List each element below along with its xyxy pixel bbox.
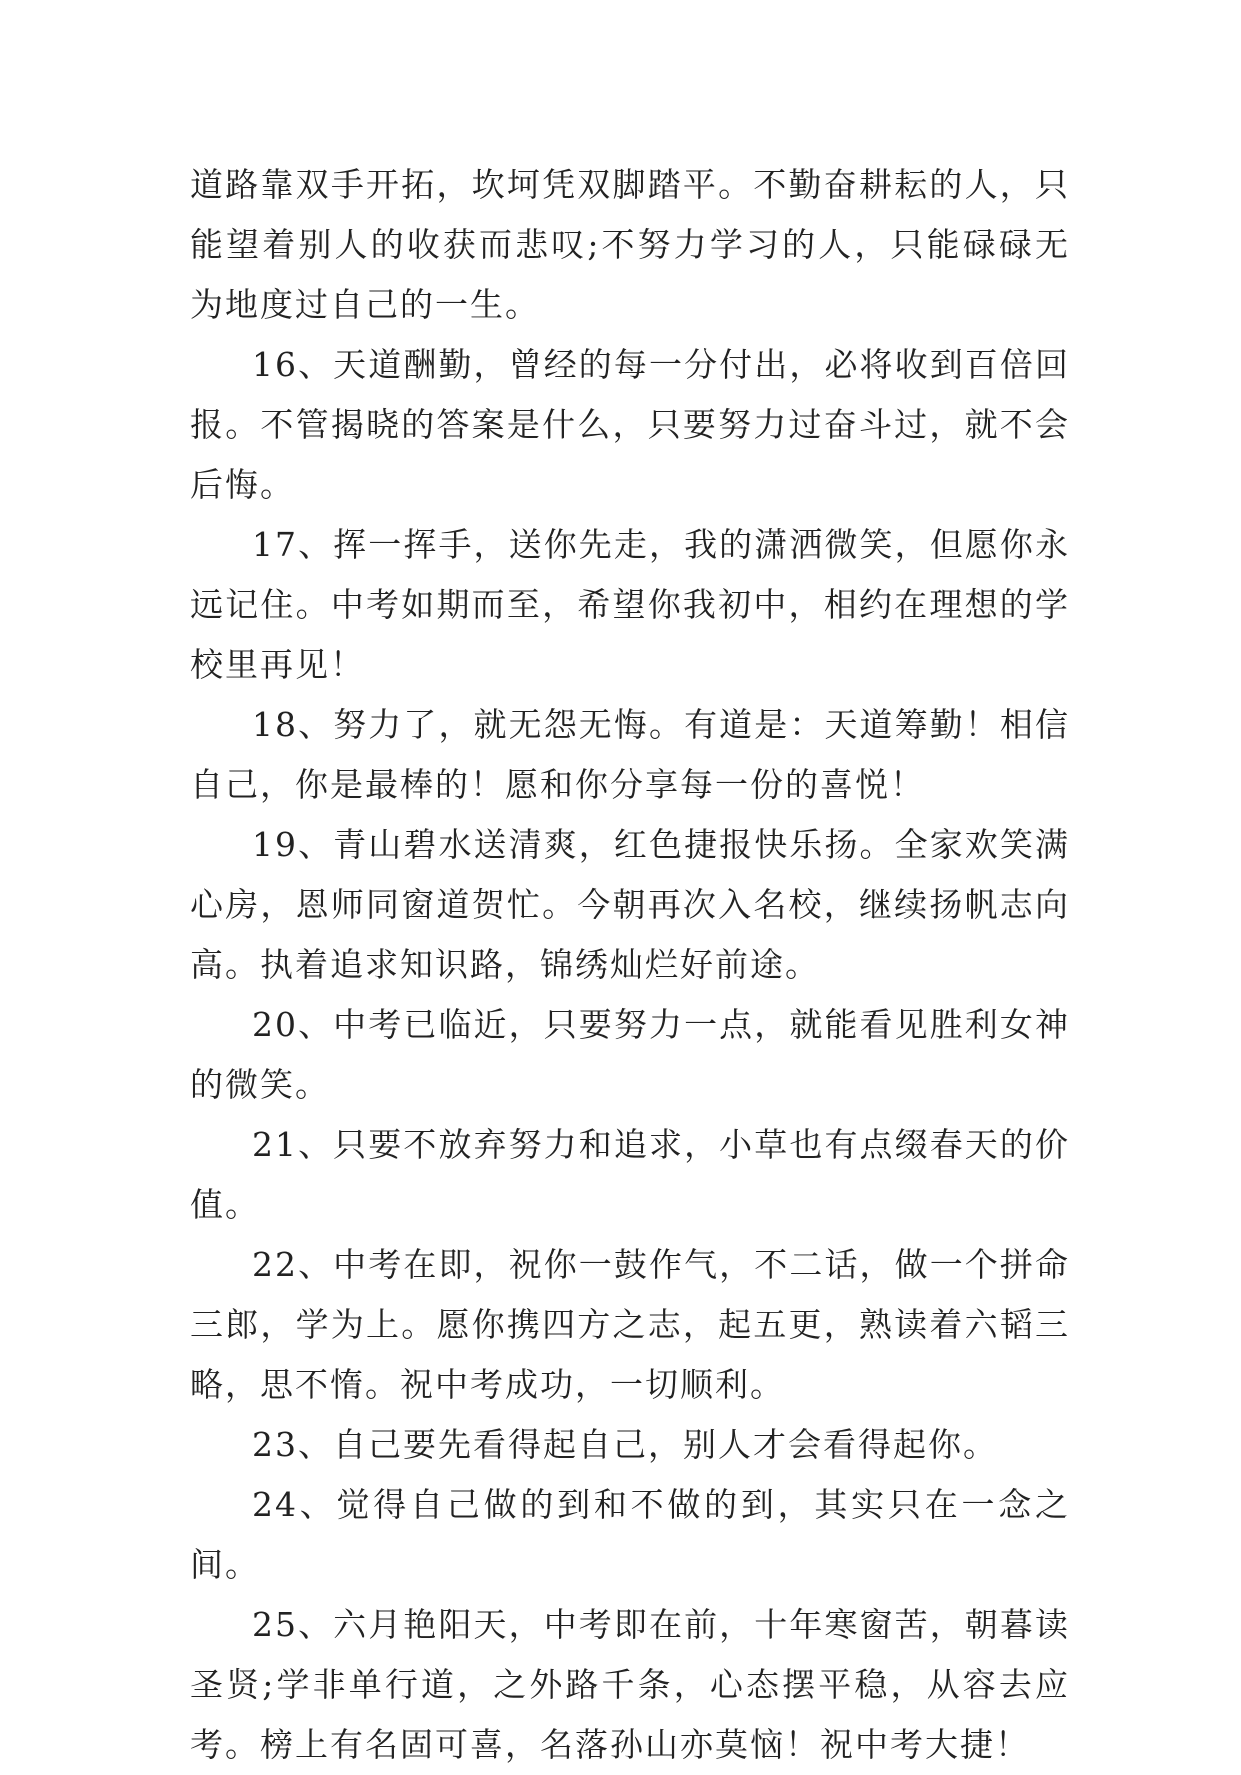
paragraph-22: 22、中考在即，祝你一鼓作气，不二话，做一个拼命三郎，学为上。愿你携四方之志，起五更，熟读着六韬三略，思不惰。祝中考成功，一切顺利。 (190, 1245, 1070, 1404)
paragraph-21: 21、只要不放弃努力和追求，小草也有点缀春天的价值。 (190, 1125, 1070, 1224)
paragraph-17: 17、挥一挥手，送你先走，我的潇洒微笑，但愿你永远记住。中考如期而至，希望你我初中，相约在理想的学校里再见！ (190, 525, 1070, 684)
paragraph-continuation: 道路靠双手开拓，坎坷凭双脚踏平。不勤奋耕耘的人，只能望着别人的收获而悲叹;不努力学习的人，只能碌碌无为地度过自己的一生。 (190, 165, 1070, 324)
paragraph-23: 23、自己要先看得起自己，别人才会看得起你。 (252, 1425, 998, 1464)
paragraph-16: 16、天道酬勤，曾经的每一分付出，必将收到百倍回报。不管揭晓的答案是什么，只要努力过奋斗过，就不会后悔。 (190, 345, 1070, 504)
paragraph-25: 25、六月艳阳天，中考即在前，十年寒窗苦，朝暮读圣贤;学非单行道，之外路千条，心态摆平稳，从容去应考。榜上有名固可喜，名落孙山亦莫恼！祝中考大捷！ (190, 1605, 1070, 1764)
document-body (190, 155, 1070, 1775)
paragraph-24: 24、觉得自己做的到和不做的到，其实只在一念之间。 (190, 1485, 1070, 1584)
paragraph-20: 20、中考已临近，只要努力一点，就能看见胜利女神的微笑。 (190, 1005, 1070, 1104)
paragraph-19: 19、青山碧水送清爽，红色捷报快乐扬。全家欢笑满心房，恩师同窗道贺忙。今朝再次入名校，继续扬帆志向高。执着追求知识路，锦绣灿烂好前途。 (190, 825, 1070, 984)
paragraph-18: 18、努力了，就无怨无悔。有道是：天道筹勤！相信自己，你是最棒的！愿和你分享每一份的喜悦！ (190, 705, 1070, 804)
